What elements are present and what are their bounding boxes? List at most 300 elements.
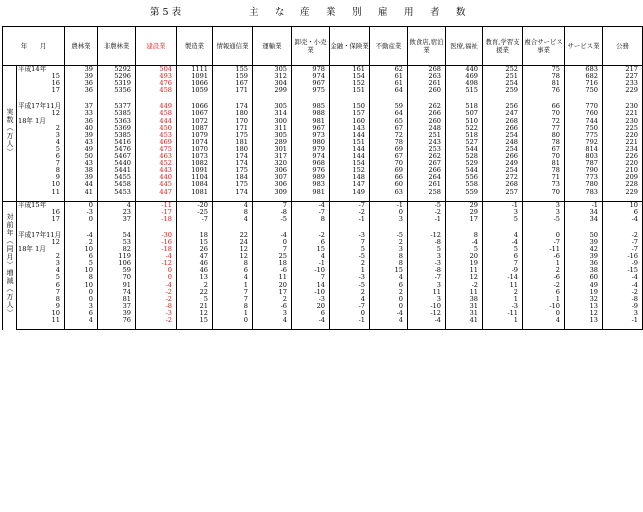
cell-value: 5453: [98, 189, 136, 196]
cell-value: 234: [603, 146, 643, 153]
cell-value: 151: [330, 87, 370, 94]
cell-value: 447: [136, 189, 177, 196]
cell-value: -6: [253, 303, 292, 310]
spacer-cell: [65, 324, 98, 330]
cell-value: 38: [65, 167, 98, 174]
cell-value: -1: [330, 317, 370, 324]
cell-value: -15: [603, 267, 643, 274]
cell-value: -3: [65, 209, 98, 216]
period-label: 2: [17, 125, 65, 132]
cell-value: -4: [603, 282, 643, 289]
cell-value: 475: [136, 146, 177, 153]
actual-section: [3, 66, 643, 202]
cell-value: 469: [446, 73, 483, 80]
cell-value: 1066: [177, 103, 213, 110]
cell-value: 175: [213, 132, 253, 139]
cell-value: 1: [483, 296, 523, 303]
cell-value: 29: [446, 201, 483, 209]
cell-value: 4: [213, 216, 253, 223]
cell-value: 50: [565, 232, 603, 239]
cell-value: -4: [370, 310, 408, 317]
cell-value: -20: [177, 201, 213, 209]
cell-value: 8: [446, 232, 483, 239]
cell-value: 21: [177, 303, 213, 310]
cell-value: 498: [446, 80, 483, 87]
cell-value: 5: [446, 246, 483, 253]
period-label: 8: [17, 167, 65, 174]
cell-value: 1091: [177, 167, 213, 174]
cell-value: 1079: [177, 132, 213, 139]
cell-value: -7: [523, 239, 565, 246]
period-label: 平成15年: [17, 201, 65, 209]
cell-value: 3: [523, 201, 565, 209]
cell-value: 528: [446, 153, 483, 160]
cell-value: 50: [65, 153, 98, 160]
cell-value: 975: [292, 87, 330, 94]
cell-value: 64: [370, 110, 408, 117]
cell-value: 6: [292, 239, 330, 246]
cell-value: 0: [370, 209, 408, 216]
cell-value: 67: [370, 125, 408, 132]
cell-value: -2: [603, 232, 643, 239]
cell-value: 53: [98, 239, 136, 246]
cell-value: 1070: [177, 146, 213, 153]
cell-value: 167: [213, 80, 253, 87]
cell-value: 7: [213, 296, 253, 303]
cell-value: 452: [136, 160, 177, 167]
cell-value: 78: [523, 73, 565, 80]
cell-value: 66: [523, 103, 565, 110]
cell-value: 76: [98, 317, 136, 324]
cell-value: 544: [446, 167, 483, 174]
cell-value: 69: [370, 146, 408, 153]
table-row: [3, 189, 643, 196]
cell-value: -4: [408, 317, 446, 324]
cell-value: 989: [292, 174, 330, 181]
cell-value: 254: [483, 146, 523, 153]
cell-value: 305: [253, 103, 292, 110]
title-char: 業: [326, 7, 336, 18]
cell-value: 980: [292, 139, 330, 146]
cell-value: 320: [253, 160, 292, 167]
cell-value: -18: [136, 216, 177, 223]
cell-value: 6: [483, 253, 523, 260]
cell-value: -7: [177, 216, 213, 223]
cell-value: 217: [603, 66, 643, 74]
cell-value: 15: [177, 239, 213, 246]
cell-value: 5296: [98, 73, 136, 80]
cell-value: 3: [370, 216, 408, 223]
cell-value: -11: [483, 310, 523, 317]
cell-value: 1072: [177, 118, 213, 125]
cell-value: 306: [253, 181, 292, 188]
cell-value: 4: [330, 296, 370, 303]
cell-value: 19: [446, 260, 483, 267]
cell-value: 263: [408, 73, 446, 80]
cell-value: 272: [483, 174, 523, 181]
cell-value: 8: [370, 260, 408, 267]
cell-value: -7: [292, 209, 330, 216]
cell-value: 66: [370, 174, 408, 181]
cell-value: 261: [408, 80, 446, 87]
cell-value: 34: [565, 209, 603, 216]
cell-value: -4: [603, 274, 643, 281]
cell-value: 2: [253, 296, 292, 303]
cell-value: 787: [565, 160, 603, 167]
cell-value: 260: [408, 87, 446, 94]
cell-value: 39: [65, 174, 98, 181]
period-label: 平成17年11月: [17, 232, 65, 239]
cell-value: 5369: [98, 125, 136, 132]
spacer-row: [3, 324, 643, 330]
cell-value: 144: [330, 153, 370, 160]
column-header: 医療,福祉: [446, 27, 483, 66]
cell-value: 312: [253, 73, 292, 80]
spacer-cell: [253, 324, 292, 330]
cell-value: 0: [330, 310, 370, 317]
cell-value: 744: [565, 118, 603, 125]
cell-value: 230: [603, 118, 643, 125]
cell-value: 493: [136, 73, 177, 80]
cell-value: 0: [65, 296, 98, 303]
cell-value: -2: [523, 282, 565, 289]
cell-value: 5363: [98, 118, 136, 125]
cell-value: 289: [253, 139, 292, 146]
cell-value: 251: [483, 73, 523, 80]
cell-value: 264: [408, 174, 446, 181]
cell-value: 220: [603, 132, 643, 139]
cell-value: 559: [446, 189, 483, 196]
cell-value: 78: [370, 139, 408, 146]
title-char: 産: [300, 7, 310, 18]
cell-value: -2: [136, 289, 177, 296]
cell-value: 8: [292, 216, 330, 223]
cell-value: 20: [446, 253, 483, 260]
cell-value: 311: [253, 125, 292, 132]
cell-value: 985: [292, 103, 330, 110]
cell-value: 15: [292, 246, 330, 253]
cell-value: 41: [65, 189, 98, 196]
title-char: 別: [352, 7, 362, 18]
cell-value: 36: [65, 80, 98, 87]
period-label: 18年 1月: [17, 118, 65, 125]
cell-value: 143: [330, 125, 370, 132]
cell-value: 42: [565, 246, 603, 253]
cell-value: 518: [446, 103, 483, 110]
cell-value: 259: [483, 87, 523, 94]
cell-value: 522: [446, 125, 483, 132]
cell-value: 976: [292, 167, 330, 174]
cell-value: 0: [65, 201, 98, 209]
cell-value: -11: [523, 246, 565, 253]
spacer-cell: [98, 324, 136, 330]
cell-value: 77: [523, 125, 565, 132]
cell-value: 750: [565, 87, 603, 94]
cell-value: -1: [483, 201, 523, 209]
cell-value: 254: [483, 167, 523, 174]
cell-value: -4: [65, 232, 98, 239]
cell-value: 5: [483, 246, 523, 253]
cell-value: 181: [213, 139, 253, 146]
cell-value: 981: [292, 189, 330, 196]
cell-value: 4: [253, 317, 292, 324]
cell-value: 7: [253, 201, 292, 209]
table-row: [3, 216, 643, 223]
cell-value: 515: [446, 87, 483, 94]
cell-value: -5: [408, 201, 446, 209]
cell-value: 6: [523, 289, 565, 296]
cell-value: 229: [603, 189, 643, 196]
cell-value: 527: [446, 139, 483, 146]
cell-value: -2: [603, 289, 643, 296]
cell-value: 62: [370, 66, 408, 74]
column-header: 運輸業: [253, 27, 292, 66]
cell-value: -5: [523, 216, 565, 223]
cell-value: 106: [98, 260, 136, 267]
cell-value: 780: [565, 181, 603, 188]
cell-value: 2: [370, 239, 408, 246]
cell-value: 0: [523, 310, 565, 317]
cell-value: -5: [370, 232, 408, 239]
cell-value: -12: [136, 260, 177, 267]
cell-value: 5319: [98, 80, 136, 87]
section-label-text: 対前年（同月）増減（万人）: [6, 212, 15, 317]
cell-value: 5441: [98, 167, 136, 174]
cell-value: 476: [136, 80, 177, 87]
cell-value: 17: [253, 289, 292, 296]
period-label: 10: [17, 181, 65, 188]
cell-value: 11: [253, 274, 292, 281]
cell-value: 174: [213, 160, 253, 167]
cell-value: -12: [408, 232, 446, 239]
cell-value: 73: [523, 181, 565, 188]
cell-value: -25: [177, 209, 213, 216]
cell-value: 1091: [177, 73, 213, 80]
cell-value: 144: [330, 146, 370, 153]
cell-value: 7: [213, 289, 253, 296]
cell-value: 152: [330, 80, 370, 87]
cell-value: 72: [370, 132, 408, 139]
cell-value: 967: [292, 125, 330, 132]
cell-value: 5458: [98, 181, 136, 188]
column-header: 金融・保険業: [330, 27, 370, 66]
cell-value: 1082: [177, 160, 213, 167]
cell-value: 15: [177, 317, 213, 324]
cell-value: 11: [408, 289, 446, 296]
cell-value: 63: [370, 189, 408, 196]
cell-value: 301: [253, 146, 292, 153]
cell-value: 41: [446, 317, 483, 324]
cell-value: 20: [292, 303, 330, 310]
cell-value: 0: [213, 317, 253, 324]
column-header: サービス業: [565, 27, 603, 66]
cell-value: 790: [565, 167, 603, 174]
cell-value: -2: [408, 209, 446, 216]
cell-value: 750: [565, 125, 603, 132]
cell-value: 12: [177, 310, 213, 317]
cell-value: -10: [292, 289, 330, 296]
period-label: 16: [17, 209, 65, 216]
cell-value: -1: [370, 201, 408, 209]
cell-value: 267: [408, 160, 446, 167]
cell-value: 29: [446, 209, 483, 216]
cell-value: 248: [408, 125, 446, 132]
cell-value: 2: [370, 289, 408, 296]
period-label: 16: [17, 80, 65, 87]
cell-value: 34: [565, 216, 603, 223]
cell-value: 149: [330, 189, 370, 196]
cell-value: 6: [603, 209, 643, 216]
cell-value: 10: [603, 201, 643, 209]
cell-value: 39: [565, 253, 603, 260]
cell-value: 80: [523, 132, 565, 139]
spacer-cell: [213, 324, 253, 330]
cell-value: 39: [65, 132, 98, 139]
section-label: [3, 201, 17, 330]
cell-value: 230: [603, 103, 643, 110]
cell-value: 5385: [98, 110, 136, 117]
column-header: 製造業: [177, 27, 213, 66]
cell-value: -4: [253, 232, 292, 239]
cell-value: 262: [408, 103, 446, 110]
cell-value: 5467: [98, 153, 136, 160]
period-label: 3: [17, 132, 65, 139]
cell-value: -1: [408, 216, 446, 223]
cell-value: 1111: [177, 66, 213, 74]
cell-value: 32: [565, 296, 603, 303]
cell-value: 1104: [177, 174, 213, 181]
spacer-cell: [483, 324, 523, 330]
cell-value: 13: [565, 303, 603, 310]
cell-value: 229: [603, 87, 643, 94]
cell-value: 174: [213, 153, 253, 160]
cell-value: 221: [603, 110, 643, 117]
cell-value: 43: [65, 160, 98, 167]
cell-value: -5: [253, 216, 292, 223]
cell-value: 444: [136, 118, 177, 125]
cell-value: 974: [292, 153, 330, 160]
cell-value: 170: [213, 118, 253, 125]
cell-value: 6: [65, 310, 98, 317]
period-label: 10: [17, 310, 65, 317]
spacer-cell: [136, 324, 177, 330]
cell-value: 31: [446, 310, 483, 317]
cell-value: 6: [370, 282, 408, 289]
spacer-cell: [446, 324, 483, 330]
cell-value: 180: [213, 146, 253, 153]
cell-value: 5385: [98, 132, 136, 139]
cell-value: 8: [213, 260, 253, 267]
cell-value: -4: [483, 239, 523, 246]
cell-value: 5440: [98, 160, 136, 167]
cell-value: 36: [65, 87, 98, 94]
cell-value: 19: [565, 289, 603, 296]
cell-value: 220: [603, 160, 643, 167]
cell-value: -4: [446, 239, 483, 246]
cell-value: 12: [213, 253, 253, 260]
cell-value: 70: [523, 110, 565, 117]
cell-value: 175: [213, 167, 253, 174]
cell-value: 307: [253, 174, 292, 181]
cell-value: 65: [370, 118, 408, 125]
cell-value: 59: [370, 103, 408, 110]
header-row: [3, 27, 643, 66]
cell-value: 13: [565, 317, 603, 324]
cell-value: 59: [98, 267, 136, 274]
period-label: 5: [17, 146, 65, 153]
cell-value: 25: [253, 253, 292, 260]
period-label: 17: [17, 87, 65, 94]
cell-value: 43: [65, 139, 98, 146]
spacer-cell: [177, 324, 213, 330]
cell-value: 33: [65, 110, 98, 117]
cell-value: 228: [603, 181, 643, 188]
cell-value: 0: [370, 296, 408, 303]
cell-value: 683: [565, 66, 603, 74]
cell-value: -14: [483, 274, 523, 281]
cell-value: -1: [292, 260, 330, 267]
column-header: 飲食店,宿泊業: [408, 27, 446, 66]
cell-value: 305: [253, 66, 292, 74]
cell-value: 61: [370, 80, 408, 87]
cell-value: 803: [565, 153, 603, 160]
cell-value: 1: [213, 310, 253, 317]
cell-value: 61: [370, 73, 408, 80]
cell-value: 11: [483, 282, 523, 289]
cell-value: 306: [253, 167, 292, 174]
period-header: 年 月: [3, 27, 65, 66]
cell-value: 3: [370, 246, 408, 253]
title-char: 主: [249, 7, 259, 18]
cell-value: 2: [65, 239, 98, 246]
cell-value: 4: [65, 317, 98, 324]
cell-value: -6: [523, 274, 565, 281]
cell-value: 225: [603, 125, 643, 132]
column-header: 不動産業: [370, 27, 408, 66]
cell-value: 445: [136, 181, 177, 188]
cell-value: 67: [370, 153, 408, 160]
cell-value: 469: [136, 139, 177, 146]
cell-value: 261: [408, 181, 446, 188]
cell-value: 1081: [177, 189, 213, 196]
cell-value: -7: [603, 246, 643, 253]
cell-value: 2: [177, 282, 213, 289]
cell-value: 5: [177, 296, 213, 303]
cell-value: 7: [253, 246, 292, 253]
cell-value: 46: [177, 267, 213, 274]
cell-value: 4: [292, 253, 330, 260]
cell-value: -4: [136, 282, 177, 289]
table-row: [3, 317, 643, 324]
cell-value: -3: [330, 274, 370, 281]
period-label: 6: [17, 282, 65, 289]
cell-value: 31: [446, 303, 483, 310]
cell-value: 36: [565, 260, 603, 267]
cell-value: 299: [253, 87, 292, 94]
cell-value: 3: [603, 310, 643, 317]
cell-value: -18: [136, 246, 177, 253]
cell-value: 78: [523, 139, 565, 146]
cell-value: -12: [408, 310, 446, 317]
cell-value: -5: [330, 253, 370, 260]
cell-value: -17: [136, 209, 177, 216]
cell-value: 10: [65, 282, 98, 289]
cell-value: 304: [253, 80, 292, 87]
cell-value: 443: [136, 167, 177, 174]
cell-value: 440: [446, 66, 483, 74]
cell-value: 60: [565, 274, 603, 281]
cell-value: -3: [408, 260, 446, 267]
